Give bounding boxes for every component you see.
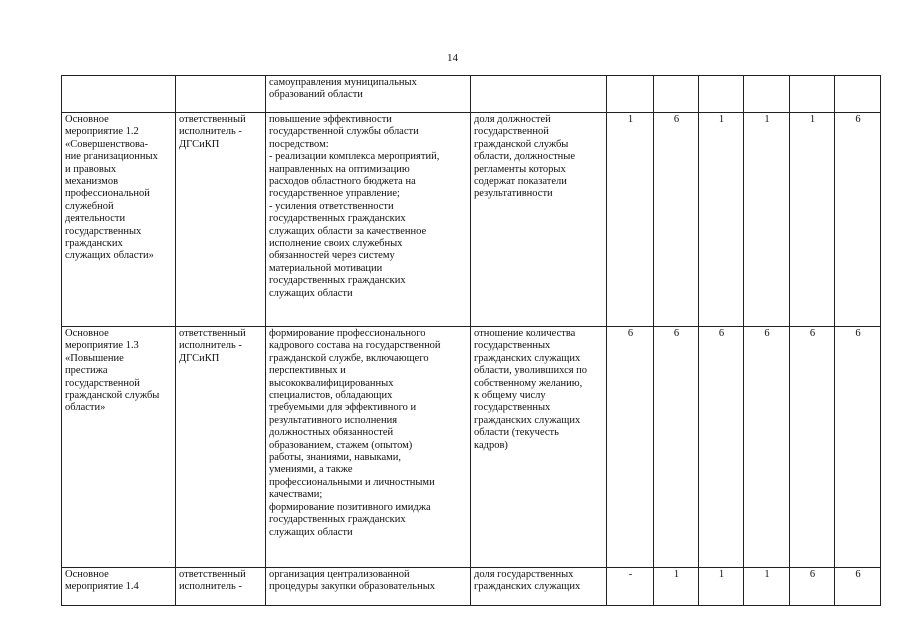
value-cell [790,76,835,113]
value-cell [607,76,654,113]
executor-cell: ответственный исполнитель - [176,568,266,606]
value-cell: 6 [790,327,835,568]
value-cell: 1 [790,113,835,327]
value-cell: 1 [744,568,790,606]
value-cell: 1 [744,113,790,327]
description-cell: формирование профессионального кадрового состава на государственной гражданской службе, включающего перспективных и высококвалифицированных специалистов, обладающих требуемыми для эффективного и результативного исполнения должностных обязанностей образованием, стажем (опытом) работы, знаниями, навыками, умениями, а также профессиональными и личностными качествами; формирование позитивного имиджа государственных гражданских служащих области [266,327,471,568]
value-cell: 6 [699,327,744,568]
indicator-cell: отношение количества государственных гражданских служащих области, уволившихся по собственному желанию, к общему числу государственных гражданских служащих области (текучесть кадров) [471,327,607,568]
value-cell [699,76,744,113]
value-cell: 6 [790,568,835,606]
value-cell: 1 [654,568,699,606]
description-cell: повышение эффективности государственной службы области посредством: - реализации комплекса мероприятий, направленных на оптимизацию расходов областного бюджета на государственное управление; - усиления ответственности государственных гражданских служащих области за качественное исполнение своих служебных обязанностей через систему материальной мотивации государственных гражданских служащих области [266,113,471,327]
value-cell: 6 [744,327,790,568]
value-cell [654,76,699,113]
event-cell: Основное мероприятие 1.4 [62,568,176,606]
value-cell [835,76,881,113]
executor-cell [176,76,266,113]
value-cell: 6 [654,113,699,327]
value-cell: 6 [835,113,881,327]
event-cell: Основное мероприятие 1.2 «Совершенствова- ние рганизационных и правовых механизмов профессиональной служебной деятельности государственных гражданских служащих области» [62,113,176,327]
table-row [62,568,881,606]
table-row [62,76,881,113]
table-row [62,327,881,568]
value-cell: 1 [699,113,744,327]
page-number: 14 [447,52,458,64]
indicator-cell: доля должностей государственной гражданской службы области, должностные регламенты которых содержат показатели результативности [471,113,607,327]
description-cell: самоуправления муниципальных образований области [266,76,471,113]
program-events-table [61,75,881,606]
event-cell [62,76,176,113]
description-cell: организация централизованной процедуры закупки образовательных [266,568,471,606]
event-cell: Основное мероприятие 1.3 «Повышение престижа государственной гражданской службы области» [62,327,176,568]
value-cell: 6 [835,327,881,568]
indicator-cell: доля государственных гражданских служащих [471,568,607,606]
value-cell [744,76,790,113]
value-cell: 6 [607,327,654,568]
table-row [62,113,881,327]
executor-cell: ответственный исполнитель - ДГСиКП [176,113,266,327]
value-cell: 6 [654,327,699,568]
value-cell: - [607,568,654,606]
value-cell: 1 [607,113,654,327]
executor-cell: ответственный исполнитель - ДГСиКП [176,327,266,568]
indicator-cell [471,76,607,113]
value-cell: 1 [699,568,744,606]
value-cell: 6 [835,568,881,606]
